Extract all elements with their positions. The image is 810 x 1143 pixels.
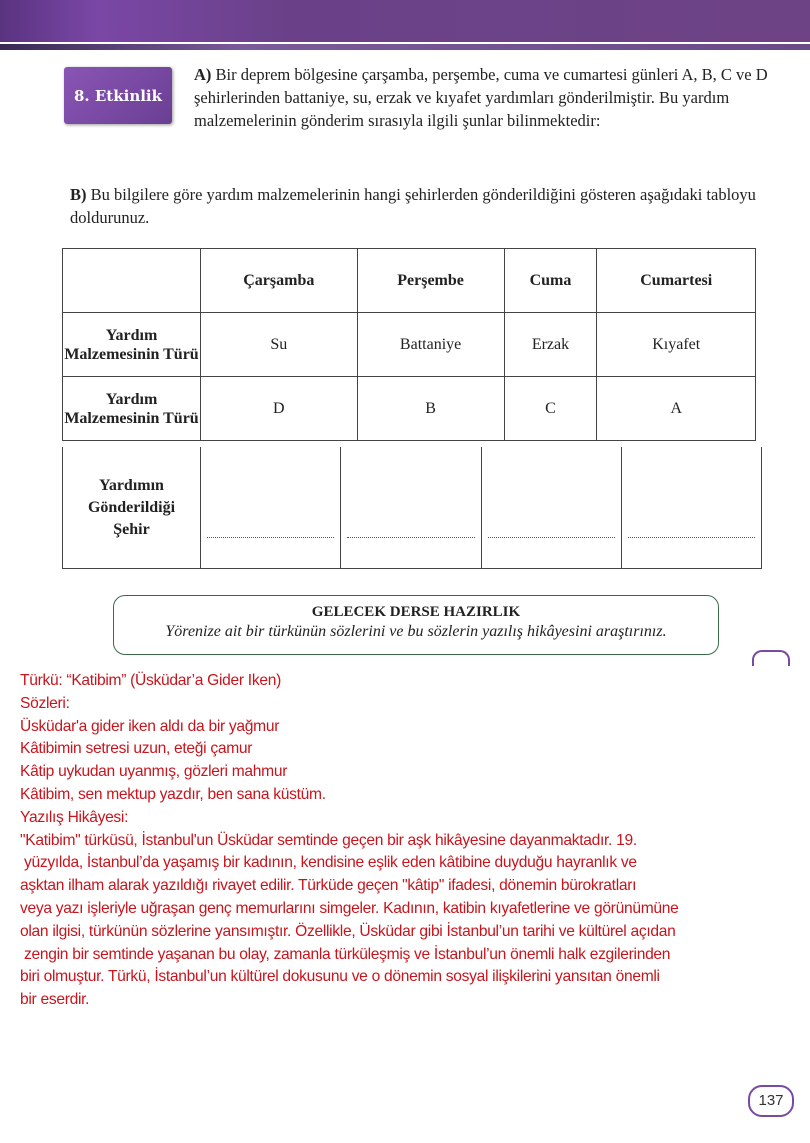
header-banner xyxy=(0,0,810,42)
question-label: B) xyxy=(70,185,87,204)
answer-line: Üsküdar'a gider iken aldı da bir yağmur xyxy=(20,717,280,735)
answer-line: biri olmuştur. Türkü, İstanbul’un kültürel dokusunu ve o dönemin sosyal ilişkilerini yansıtan önemli xyxy=(20,968,660,986)
activity-intro xyxy=(194,63,774,132)
answer-line: Yazılış Hikâyesi: xyxy=(20,808,129,826)
answer-line: Kâtibimin setresi uzun, eteği çamur xyxy=(20,740,253,758)
answer-line: veya yazı işleriyle uğraşan genç memurlarını simgeler. Kadının, katibin kıyafetlerine ve görünümüne xyxy=(20,899,679,917)
row-header xyxy=(63,447,201,569)
table-cell: B xyxy=(357,377,504,441)
table-cell: Kıyafet xyxy=(597,313,756,377)
table-header-row xyxy=(63,249,756,313)
answer-text xyxy=(20,670,800,1012)
answer-line: zengin bir semtinde yaşanan bu olay, zamanla türküleşmiş ve İstanbul’un önemli halk ezgilerinden xyxy=(20,945,671,963)
answer-line: yüzyılda, İstanbul’da yaşamış bir kadının, kendisine eşlik eden kâtibine duyduğu hayranlık ve xyxy=(20,854,637,872)
activity-badge: 8. Etkinlik xyxy=(64,67,172,124)
table-cell: Battaniye xyxy=(357,313,504,377)
table-cell: Erzak xyxy=(504,313,597,377)
row-header: Yardım Malzemesinin Türü xyxy=(63,313,201,377)
table-row xyxy=(63,313,756,377)
answer-line: aşktan ilham alarak yazıldığı rivayet edilir. Türküde geçen "kâtip" ifadesi, dönemin bürokratları xyxy=(20,877,637,895)
supply-table xyxy=(62,248,756,441)
table-corner-cell xyxy=(63,249,201,313)
prep-text: Yörenize ait bir türkünün sözlerini ve bu sözlerin yazılış hikâyesini araştırınız. xyxy=(165,623,667,640)
table-row xyxy=(63,377,756,441)
table-header-cell: Perşembe xyxy=(357,249,504,313)
city-answer-field[interactable] xyxy=(341,447,481,569)
answer-line: Kâtibim, sen mektup yazdır, ben sana küstüm. xyxy=(20,785,326,803)
question-text: Bu bilgilere göre yardım malzemelerinin hangi şehirlerden gönderildiğini gösteren aşağıdaki tabloyu doldurunuz. xyxy=(70,185,756,227)
table-header-cell: Cumartesi xyxy=(597,249,756,313)
answer-line: bir eserdir. xyxy=(20,991,90,1009)
prep-title: GELECEK DERSE HAZIRLIK xyxy=(311,604,521,620)
row-header: Yardım Malzemesinin Türü xyxy=(63,377,201,441)
table-cell: A xyxy=(597,377,756,441)
city-answer-field[interactable] xyxy=(201,447,341,569)
table-header-cell: Cuma xyxy=(504,249,597,313)
activity-question xyxy=(70,183,770,229)
intro-label: A) xyxy=(194,65,212,84)
page-number: 137 xyxy=(748,1085,794,1117)
header-divider xyxy=(0,43,810,50)
city-answer-field[interactable] xyxy=(481,447,621,569)
decorative-tab xyxy=(752,650,790,666)
answer-line: olan ilgisi, türkünün sözlerine yansımıştır. Özellikle, Üsküdar gibi İstanbul’un tarihi ve kültürel açıdan xyxy=(20,922,676,940)
next-lesson-box xyxy=(113,595,719,655)
city-table xyxy=(62,447,762,569)
answer-line: Kâtip uykudan uyanmış, gözleri mahmur xyxy=(20,763,288,781)
city-answer-field[interactable] xyxy=(621,447,761,569)
city-header-text: Yardımın Gönderildiği Şehir xyxy=(87,476,176,538)
answer-line: Türkü: “Katibim” (Üsküdar’a Gider Iken) xyxy=(20,672,281,689)
table-cell: D xyxy=(201,377,358,441)
answer-line: "Katibim" türküsü, İstanbul'un Üsküdar semtinde geçen bir aşk hikâyesine dayanmaktadır. 19. xyxy=(20,831,637,849)
table-cell: C xyxy=(504,377,597,441)
intro-text: Bir deprem bölgesine çarşamba, perşembe, cuma ve cumartesi günleri A, B, C ve D şehirlerinden battaniye, su, erzak ve kıyafet yardımları gönderilmiştir. Bu yardım malzemelerinin gönderim sırasıyla ilgili şunlar bilinmektedir: xyxy=(194,65,768,130)
table-cell: Su xyxy=(201,313,358,377)
table-row xyxy=(63,447,762,569)
table-header-cell: Çarşamba xyxy=(201,249,358,313)
answer-line: Sözleri: xyxy=(20,694,70,712)
